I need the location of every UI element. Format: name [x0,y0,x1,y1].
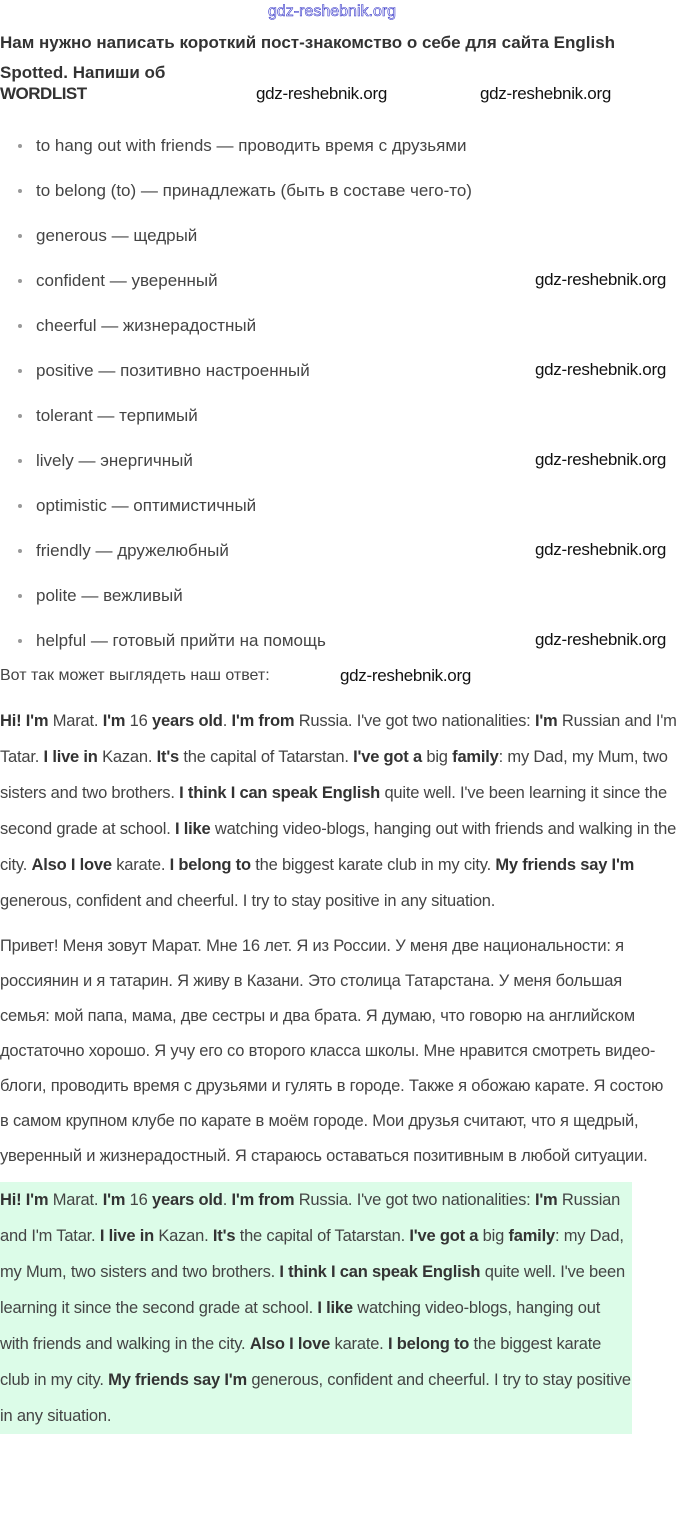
text-segment: watching video-blogs, hanging out with friends and walking in the city. [0,1299,601,1353]
list-item [0,403,520,448]
watermark-text: gdz-reshebnik.org [480,84,611,103]
bold-phrase: Also I love [31,856,112,874]
text-segment: the biggest karate club in my city. [250,856,496,874]
bold-phrase: I live in [43,748,98,766]
text-segment: big [478,1227,509,1245]
text-segment: . [222,1191,232,1209]
text-segment: 16 [125,712,153,730]
bullet-icon [18,459,22,463]
bold-phrase: I think I can speak English [179,784,381,802]
list-item-text: to belong (to) — принадлежать (быть в составе чего-то) [36,181,472,200]
bold-phrase: Also I love [249,1335,331,1353]
bold-phrase: family [452,748,499,766]
text-segment: the biggest karate club in my city. [0,1335,602,1389]
watermark-text: gdz-reshebnik.org [535,450,666,469]
list-item-text: cheerful — жизнерадостный [36,316,257,335]
bold-phrase: I belong to [387,1335,470,1353]
bullet-icon [18,189,22,193]
text-segment: Russia. I've got two nationalities: [294,1191,535,1209]
text-segment: generous, confident and cheerful. I try to stay positive in any situation. [0,1371,631,1425]
text-segment: Russia. I've got two nationalities: [294,712,535,730]
text-segment: : my Dad, my Mum, two sisters and two brothers. [0,748,668,802]
list-item-text: lively — энергичный [36,451,193,470]
watermark-text: gdz-reshebnik.org [256,84,387,103]
watermark-text: gdz-reshebnik.org [535,630,666,649]
bold-phrase: I think I can speak English [279,1263,481,1281]
list-item-text: tolerant — терпимый [36,406,198,425]
bold-phrase: I'm [102,712,126,730]
bold-phrase: family [508,1227,555,1245]
bullet-icon [18,504,22,508]
list-item [0,178,520,223]
list-item-text: confident — уверенный [36,271,218,290]
text-segment: Russian and I'm Tatar. [0,712,677,766]
answer-english-highlighted [0,1182,632,1434]
text-segment: Marat. [48,712,103,730]
bold-phrase: I'm [102,1191,126,1209]
bold-phrase: I'm from [231,1191,295,1209]
text-segment: the capital of Tatarstan. [235,1227,410,1245]
bullet-icon [18,639,22,643]
bold-phrase: It's [156,748,180,766]
bullet-icon [18,234,22,238]
bold-phrase: I live in [99,1227,154,1245]
list-item-text: polite — вежливый [36,586,183,605]
text-segment: generous, confident and cheerful. I try to stay positive in any situation. [0,892,496,910]
list-item [0,448,520,493]
watermark-text: gdz-reshebnik.org [535,540,666,559]
bold-phrase: I'm [534,712,558,730]
list-item-text: helpful — готовый прийти на помощь [36,631,326,650]
bold-phrase: I've got a [409,1227,479,1245]
site-watermark: gdz-reshebnik.org [268,3,397,20]
list-item [0,313,520,358]
bullet-icon [18,594,22,598]
bold-phrase: I've got a [353,748,422,766]
list-item [0,223,520,268]
list-item [0,358,520,403]
watermark-text: gdz-reshebnik.org [535,360,666,379]
bold-phrase: I belong to [169,856,251,874]
bullet-icon [18,324,22,328]
answer-section [0,703,680,1434]
list-item-text: friendly — дружелюбный [36,541,229,560]
bold-phrase: I'm [534,1191,558,1209]
text-segment: . [222,712,232,730]
text-segment: Kazan. [97,748,157,766]
bold-phrase: I like [174,820,211,838]
answer-intro: Вот так может выглядеть наш ответ: [0,667,270,684]
text-segment: 16 [125,1191,153,1209]
list-item [0,538,520,583]
bullet-icon [18,549,22,553]
list-item-text: optimistic — оптимистичный [36,496,257,515]
text-segment: karate. [330,1335,388,1353]
text-segment: karate. [111,856,170,874]
text-segment: big [421,748,453,766]
list-item [0,268,520,313]
bullet-icon [18,369,22,373]
bold-phrase: years old [152,1191,223,1209]
text-segment: the capital of Tatarstan. [179,748,354,766]
bold-phrase: I'm from [231,712,295,730]
bold-phrase: Hi! I'm [0,1191,49,1209]
task-title: Нам нужно написать короткий пост-знакомство о себе для сайта English [0,33,616,52]
text-segment: Marat. [48,1191,103,1209]
list-item [0,493,520,538]
bold-phrase: Hi! I'm [0,712,49,730]
text-segment: quite well. I've been learning it since the second grade at school. [0,1263,625,1317]
list-item-text: positive — позитивно настроенный [36,361,310,380]
bold-phrase: It's [212,1227,236,1245]
bold-phrase: years old [152,712,223,730]
answer-english [0,703,680,919]
task-title-cut-line: Spotted. Напиши об [0,63,166,82]
list-item-text: generous — щедрый [36,226,198,245]
bold-phrase: My friends say I'm [495,856,635,874]
wordlist-heading: WORDLIST [0,84,87,103]
watermark-text: gdz-reshebnik.org [340,666,471,685]
bullet-icon [18,279,22,283]
text-segment: : my Dad, my Mum, two sisters and two brothers. [0,1227,624,1281]
list-item [0,583,520,628]
watermark-text: gdz-reshebnik.org [535,270,666,289]
list-item-text: to hang out with friends — проводить время с друзьями [36,136,467,155]
list-item [0,133,520,178]
wordlist [0,133,520,673]
answer-russian: Привет! Меня зовут Марат. Мне 16 лет. Я из России. У меня две национальности: я россиянин и я татарин. Я живу в Казани. Это столица Татарстана. У меня большая семья: мой папа, мама, две сестры и два брата. Я думаю, что говорю на английском достаточно хорошо. Я учу его со второго класса школы. Мне нравится смотреть видео-блоги, проводить время с друзьями и гулять в городе. Также я обожаю карате. Я состою в самом крупном клубе по карате в моём городе. Мои друзья считают, что я щедрый, уверенный и жизнерадостный. Я стараюсь оставаться позитивным в любой ситуации. [0,937,664,1165]
text-segment: watching video-blogs, hanging out with friends and walking in the city. [0,820,677,874]
bullet-icon [18,144,22,148]
bold-phrase: I like [317,1299,353,1317]
text-segment: Russian and I'm Tatar. [0,1191,621,1245]
bullet-icon [18,414,22,418]
bold-phrase: My friends say I'm [108,1371,247,1389]
text-segment: Kazan. [153,1227,213,1245]
text-segment: quite well. I've been learning it since the second grade at school. [0,784,668,838]
